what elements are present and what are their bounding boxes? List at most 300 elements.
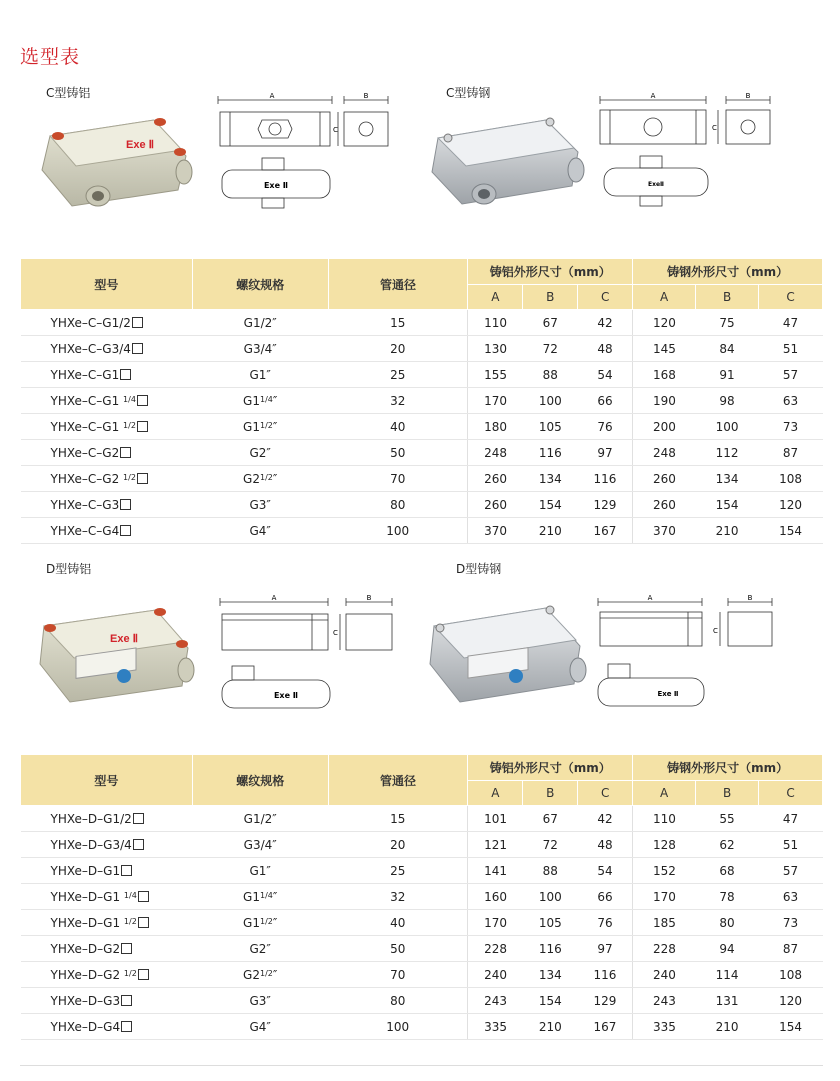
d-alu-label: D型铸铝: [46, 562, 92, 576]
alu-c-cell: 54: [578, 858, 633, 884]
alu-a-cell: 260: [468, 492, 523, 518]
alu-c-cell: 129: [578, 492, 633, 518]
thread-cell: $G2^{1/2}''$: [192, 466, 328, 492]
model-cell: [21, 962, 193, 988]
thread-cell: [192, 988, 328, 1014]
page-title: 选型表: [20, 46, 81, 68]
pipe-cell: 40: [328, 414, 468, 440]
thread-cell: [192, 858, 328, 884]
alu-b-cell: 116: [523, 440, 578, 466]
alu-c-cell: 54: [578, 362, 633, 388]
thread-text: G2: [243, 471, 260, 486]
model-text: YHXe–D–G4: [50, 1019, 121, 1034]
alu-b-cell: 72: [523, 832, 578, 858]
alu-a-cell: 228: [468, 936, 523, 962]
model-text: YHXe–C–G2: [50, 445, 120, 460]
table-row: [21, 1014, 823, 1040]
pipe-cell: 25: [328, 362, 468, 388]
d-steel-label: D型铸钢: [456, 562, 502, 576]
thread-text: G4″: [249, 523, 271, 538]
option-box-icon: [138, 969, 149, 980]
thread-cell: $G1^{1/4}''$: [192, 388, 328, 414]
steel-a-cell: 200: [633, 414, 696, 440]
steel-b-cell: 131: [696, 988, 759, 1014]
model-fraction: 1/4: [123, 890, 137, 900]
steel-a-cell: 128: [633, 832, 696, 858]
d-steel-dim-c: C: [713, 627, 718, 635]
thread-cell: [192, 336, 328, 362]
model-text: YHXe–C–G2: [50, 471, 124, 486]
steel-b-cell: 62: [696, 832, 759, 858]
steel-a-cell: 145: [633, 336, 696, 362]
pipe-cell: 15: [328, 806, 468, 832]
pipe-cell: 50: [328, 936, 468, 962]
model-fraction: 1/2: [123, 916, 137, 926]
alu-a-cell: 248: [468, 440, 523, 466]
c-spec-table: [20, 258, 823, 544]
alu-c-cell: 48: [578, 832, 633, 858]
d-steel-drawing-badge: Exe Ⅱ: [657, 690, 679, 698]
header-pipe: 管通径: [328, 259, 468, 310]
steel-b-cell: 210: [696, 1014, 759, 1040]
model-cell: [21, 988, 193, 1014]
option-box-icon: [120, 525, 131, 536]
model-cell: [21, 492, 193, 518]
steel-b-cell: 98: [696, 388, 759, 414]
thread-cell: $G1^{1/4}''$: [192, 884, 328, 910]
d-steel-photo: [426, 594, 592, 712]
thread-text: G4″: [249, 1019, 271, 1034]
option-box-icon: [138, 891, 149, 902]
steel-c-cell: 120: [759, 492, 823, 518]
alu-a-cell: 155: [468, 362, 523, 388]
d-alu-drawing: [212, 592, 432, 718]
header-steel-dims: 铸钢外形尺寸（mm）: [633, 755, 823, 781]
thread-text: G2″: [249, 445, 271, 460]
model-cell: [21, 336, 193, 362]
model-cell: [21, 936, 193, 962]
steel-b-cell: 91: [696, 362, 759, 388]
d-alu-photo: [36, 596, 200, 714]
pipe-cell: 80: [328, 988, 468, 1014]
steel-c-cell: 154: [759, 1014, 823, 1040]
alu-b-cell: 72: [523, 336, 578, 362]
alu-a-cell: 141: [468, 858, 523, 884]
thread-cell: [192, 310, 328, 336]
option-box-icon: [120, 499, 131, 510]
steel-b-cell: 112: [696, 440, 759, 466]
pipe-cell: 70: [328, 466, 468, 492]
pipe-cell: 32: [328, 388, 468, 414]
header-steel-b: B: [696, 285, 759, 310]
thread-fraction: 1/4: [259, 394, 273, 404]
steel-a-cell: 170: [633, 884, 696, 910]
header-alu-c: C: [578, 285, 633, 310]
steel-c-cell: 108: [759, 962, 823, 988]
model-text: YHXe–D–G2: [50, 941, 121, 956]
alu-b-cell: 154: [523, 988, 578, 1014]
model-cell: [21, 518, 193, 544]
steel-c-cell: 63: [759, 884, 823, 910]
alu-b-cell: 105: [523, 910, 578, 936]
table-row: [21, 936, 823, 962]
header-thread: 螺纹规格: [192, 755, 328, 806]
option-box-icon: [121, 995, 132, 1006]
alu-b-cell: 88: [523, 362, 578, 388]
steel-c-cell: 47: [759, 806, 823, 832]
c-alu-label: C型铸铝: [46, 86, 91, 100]
steel-c-cell: 154: [759, 518, 823, 544]
alu-b-cell: 134: [523, 466, 578, 492]
steel-a-cell: 335: [633, 1014, 696, 1040]
thread-text: G3/4″: [243, 837, 277, 852]
thread-text: G1″: [249, 863, 271, 878]
table-row: [21, 962, 823, 988]
model-text: YHXe–C–G1: [50, 367, 120, 382]
steel-a-cell: 240: [633, 962, 696, 988]
thread-cell: [192, 1014, 328, 1040]
steel-a-cell: 110: [633, 806, 696, 832]
model-text: YHXe–C–G3/4: [50, 341, 131, 356]
model-text: YHXe–D–G3/4: [50, 837, 132, 852]
c-alu-dim-a: A: [269, 92, 275, 100]
c-steel-drawing: [594, 92, 814, 218]
thread-cell: [192, 806, 328, 832]
steel-a-cell: 190: [633, 388, 696, 414]
table-row: [21, 858, 823, 884]
header-alu-dims: 铸铝外形尺寸（mm）: [468, 755, 633, 781]
thread-cell: [192, 362, 328, 388]
thread-text: G1: [243, 915, 260, 930]
c-alu-drawing-badge: Exe Ⅱ: [263, 181, 289, 190]
pipe-cell: 50: [328, 440, 468, 466]
alu-c-cell: 97: [578, 936, 633, 962]
model-cell: [21, 414, 193, 440]
thread-fraction: 1/2: [259, 916, 273, 926]
header-steel-a: A: [633, 781, 696, 806]
option-box-icon: [138, 917, 149, 928]
model-cell: [21, 310, 193, 336]
c-steel-dim-a: A: [650, 92, 656, 100]
table-row: [21, 466, 823, 492]
table-row: [21, 806, 823, 832]
table-row: [21, 910, 823, 936]
alu-a-cell: 130: [468, 336, 523, 362]
steel-c-cell: 63: [759, 388, 823, 414]
header-model: 型号: [21, 755, 193, 806]
alu-a-cell: 170: [468, 910, 523, 936]
model-cell: [21, 910, 193, 936]
c-steel-drawing-badge: ExeⅡ: [648, 181, 664, 188]
option-box-icon: [121, 1021, 132, 1032]
d-spec-table: [20, 754, 823, 1040]
thread-cell: [192, 832, 328, 858]
thread-cell: [192, 492, 328, 518]
model-text: YHXe–D–G1: [50, 915, 124, 930]
alu-c-cell: 66: [578, 388, 633, 414]
d-alu-dim-a: A: [271, 594, 277, 602]
alu-b-cell: 67: [523, 310, 578, 336]
steel-b-cell: 80: [696, 910, 759, 936]
pipe-cell: 20: [328, 336, 468, 362]
model-text: YHXe–C–G3: [50, 497, 120, 512]
model-text: YHXe–D–G1: [50, 863, 121, 878]
model-text: YHXe–C–G1: [50, 419, 124, 434]
alu-b-cell: 116: [523, 936, 578, 962]
header-alu-a: A: [468, 285, 523, 310]
c-alu-photo: [36, 108, 196, 214]
alu-a-cell: 170: [468, 388, 523, 414]
model-text: YHXe–C–G1/2: [50, 315, 131, 330]
option-box-icon: [133, 813, 144, 824]
alu-b-cell: 100: [523, 884, 578, 910]
model-cell: [21, 884, 193, 910]
thread-cell: $G1^{1/2}''$: [192, 910, 328, 936]
model-fraction: 1/4: [123, 394, 136, 404]
pipe-cell: 100: [328, 1014, 468, 1040]
option-box-icon: [137, 473, 148, 484]
model-text: YHXe–D–G1/2: [50, 811, 132, 826]
option-box-icon: [137, 421, 148, 432]
alu-a-cell: 240: [468, 962, 523, 988]
c-alu-drawing: [212, 92, 432, 218]
steel-c-cell: 108: [759, 466, 823, 492]
steel-b-cell: 68: [696, 858, 759, 884]
thread-text: G1: [243, 889, 260, 904]
steel-a-cell: 228: [633, 936, 696, 962]
model-fraction: 1/2: [123, 472, 136, 482]
steel-b-cell: 100: [696, 414, 759, 440]
alu-b-cell: 88: [523, 858, 578, 884]
alu-b-cell: 100: [523, 388, 578, 414]
alu-a-cell: 160: [468, 884, 523, 910]
option-box-icon: [132, 343, 143, 354]
alu-c-cell: 167: [578, 518, 633, 544]
steel-a-cell: 168: [633, 362, 696, 388]
alu-a-cell: 180: [468, 414, 523, 440]
alu-a-cell: 335: [468, 1014, 523, 1040]
header-alu-b: B: [523, 285, 578, 310]
alu-b-cell: 105: [523, 414, 578, 440]
model-cell: [21, 858, 193, 884]
model-cell: [21, 440, 193, 466]
steel-c-cell: 51: [759, 832, 823, 858]
pipe-cell: 15: [328, 310, 468, 336]
alu-c-cell: 97: [578, 440, 633, 466]
model-cell: [21, 466, 193, 492]
alu-c-cell: 66: [578, 884, 633, 910]
header-steel-c: C: [759, 285, 823, 310]
pipe-cell: 25: [328, 858, 468, 884]
model-text: YHXe–C–G1: [50, 393, 124, 408]
steel-c-cell: 120: [759, 988, 823, 1014]
header-alu-b: B: [523, 781, 578, 806]
alu-a-cell: 101: [468, 806, 523, 832]
thread-cell: $G1^{1/2}''$: [192, 414, 328, 440]
table-row: [21, 440, 823, 466]
steel-b-cell: 78: [696, 884, 759, 910]
steel-a-cell: 260: [633, 466, 696, 492]
d-alu-badge: Exe Ⅱ: [110, 633, 139, 645]
model-fraction: 1/2: [123, 968, 137, 978]
pipe-cell: 40: [328, 910, 468, 936]
d-steel-drawing: [594, 592, 814, 718]
alu-c-cell: 42: [578, 310, 633, 336]
steel-b-cell: 84: [696, 336, 759, 362]
table-row: [21, 310, 823, 336]
option-box-icon: [133, 839, 144, 850]
steel-b-cell: 154: [696, 492, 759, 518]
table-row: [21, 492, 823, 518]
table-row: [21, 388, 823, 414]
d-alu-dim-b: B: [366, 594, 372, 602]
alu-a-cell: 243: [468, 988, 523, 1014]
thread-text: G3″: [249, 993, 271, 1008]
steel-a-cell: 185: [633, 910, 696, 936]
option-box-icon: [132, 317, 143, 328]
alu-a-cell: 260: [468, 466, 523, 492]
steel-b-cell: 134: [696, 466, 759, 492]
d-alu-drawing-badge: Exe Ⅱ: [273, 691, 299, 700]
pipe-cell: 20: [328, 832, 468, 858]
model-text: YHXe–D–G1: [50, 889, 124, 904]
header-steel-b: B: [696, 781, 759, 806]
thread-text: G3″: [249, 497, 271, 512]
table-row: [21, 336, 823, 362]
pipe-cell: 80: [328, 492, 468, 518]
alu-c-cell: 167: [578, 1014, 633, 1040]
header-model: 型号: [21, 259, 193, 310]
header-alu-a: A: [468, 781, 523, 806]
steel-c-cell: 73: [759, 414, 823, 440]
thread-cell: [192, 518, 328, 544]
thread-fraction: 1/2: [259, 968, 273, 978]
model-cell: [21, 362, 193, 388]
thread-cell: [192, 936, 328, 962]
option-box-icon: [120, 447, 131, 458]
header-thread: 螺纹规格: [192, 259, 328, 310]
thread-text: G1: [243, 393, 260, 408]
steel-b-cell: 55: [696, 806, 759, 832]
thread-cell: $G2^{1/2}''$: [192, 962, 328, 988]
alu-a-cell: 370: [468, 518, 523, 544]
steel-b-cell: 75: [696, 310, 759, 336]
thread-text: G1/2″: [243, 315, 277, 330]
model-cell: [21, 1014, 193, 1040]
bottom-divider: [20, 1065, 823, 1066]
alu-c-cell: 76: [578, 910, 633, 936]
steel-c-cell: 51: [759, 336, 823, 362]
steel-a-cell: 260: [633, 492, 696, 518]
steel-c-cell: 87: [759, 936, 823, 962]
steel-b-cell: 94: [696, 936, 759, 962]
alu-b-cell: 67: [523, 806, 578, 832]
steel-c-cell: 47: [759, 310, 823, 336]
header-pipe: 管通径: [328, 755, 468, 806]
option-box-icon: [121, 865, 132, 876]
header-steel-a: A: [633, 285, 696, 310]
alu-c-cell: 76: [578, 414, 633, 440]
thread-text: G1/2″: [243, 811, 277, 826]
d-alu-dim-c: C: [333, 629, 338, 637]
steel-c-cell: 57: [759, 362, 823, 388]
model-cell: [21, 388, 193, 414]
option-box-icon: [121, 943, 132, 954]
steel-a-cell: 243: [633, 988, 696, 1014]
d-steel-dim-b: B: [747, 594, 753, 602]
thread-text: G1: [243, 419, 260, 434]
option-box-icon: [137, 395, 148, 406]
alu-b-cell: 134: [523, 962, 578, 988]
alu-c-cell: 116: [578, 466, 633, 492]
c-steel-dim-b: B: [745, 92, 751, 100]
steel-a-cell: 248: [633, 440, 696, 466]
table-row: [21, 884, 823, 910]
alu-a-cell: 110: [468, 310, 523, 336]
c-steel-photo: [428, 108, 592, 214]
thread-fraction: 1/4: [259, 890, 273, 900]
alu-c-cell: 129: [578, 988, 633, 1014]
model-cell: [21, 832, 193, 858]
model-fraction: 1/2: [123, 420, 136, 430]
header-steel-c: C: [759, 781, 823, 806]
steel-c-cell: 87: [759, 440, 823, 466]
c-steel-dim-c: C: [712, 124, 717, 132]
thread-text: G1″: [249, 367, 271, 382]
alu-c-cell: 116: [578, 962, 633, 988]
steel-b-cell: 210: [696, 518, 759, 544]
alu-c-cell: 42: [578, 806, 633, 832]
steel-c-cell: 57: [759, 858, 823, 884]
c-alu-dim-c: C: [333, 126, 338, 134]
alu-a-cell: 121: [468, 832, 523, 858]
header-steel-dims: 铸钢外形尺寸（mm）: [633, 259, 823, 285]
header-alu-c: C: [578, 781, 633, 806]
alu-b-cell: 210: [523, 1014, 578, 1040]
steel-a-cell: 120: [633, 310, 696, 336]
c-alu-badge: Exe Ⅱ: [126, 139, 155, 151]
thread-text: G2: [243, 967, 260, 982]
model-text: YHXe–C–G4: [50, 523, 120, 538]
pipe-cell: 100: [328, 518, 468, 544]
alu-b-cell: 154: [523, 492, 578, 518]
thread-fraction: 1/2: [259, 420, 273, 430]
table-row: [21, 832, 823, 858]
c-alu-dim-b: B: [363, 92, 369, 100]
header-alu-dims: 铸铝外形尺寸（mm）: [468, 259, 633, 285]
table-row: [21, 988, 823, 1014]
c-steel-label: C型铸钢: [446, 86, 491, 100]
thread-cell: [192, 440, 328, 466]
table-row: [21, 518, 823, 544]
thread-text: G2″: [249, 941, 271, 956]
alu-b-cell: 210: [523, 518, 578, 544]
thread-fraction: 1/2: [259, 472, 273, 482]
steel-c-cell: 73: [759, 910, 823, 936]
alu-c-cell: 48: [578, 336, 633, 362]
pipe-cell: 32: [328, 884, 468, 910]
model-text: YHXe–D–G2: [50, 967, 124, 982]
d-steel-dim-a: A: [647, 594, 653, 602]
steel-a-cell: 370: [633, 518, 696, 544]
thread-text: G3/4″: [243, 341, 277, 356]
table-row: [21, 362, 823, 388]
model-cell: [21, 806, 193, 832]
pipe-cell: 70: [328, 962, 468, 988]
table-row: [21, 414, 823, 440]
model-text: YHXe–D–G3: [50, 993, 121, 1008]
option-box-icon: [120, 369, 131, 380]
